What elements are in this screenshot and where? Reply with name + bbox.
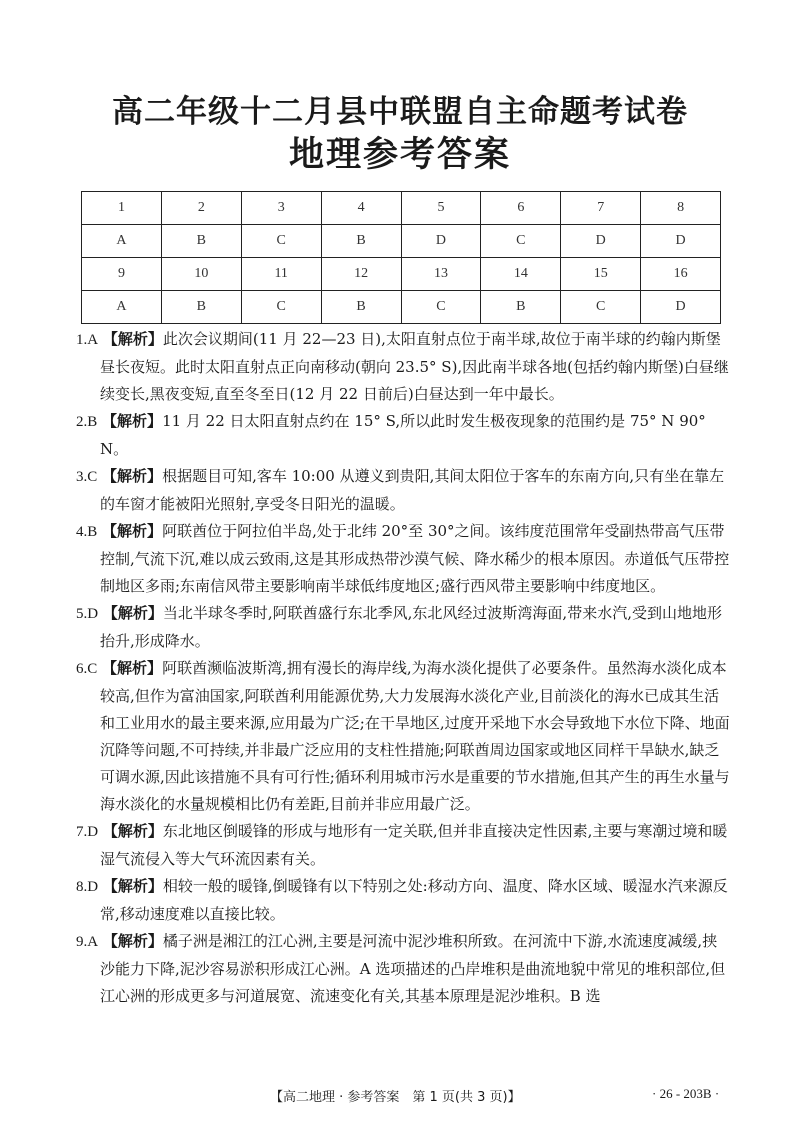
analysis-tag: 【解析】 [102,604,163,622]
table-cell: 4 [321,192,401,225]
analysis-tag: 【解析】 [102,877,163,895]
table-cell: 13 [401,258,481,291]
table-cell: 3 [241,192,321,225]
footer-page-info: 【高二地理 · 参考答案 第 1 页(共 3 页)】 [270,1090,521,1105]
table-cell: A [82,291,162,324]
table-cell: D [561,225,641,258]
table-row-numbers-1 [82,192,721,225]
explanation-item [76,518,730,600]
explanation-item [76,463,730,518]
explanation-text: 11 月 22 日太阳直射点约在 15° S,所以此时发生极夜现象的范围约是 75° N 90° N。 [100,412,706,458]
analysis-tag: 【解析】 [102,932,163,950]
explanation-text: 根据题目可知,客车 10:00 从遵义到贵阳,其间太阳位于客车的东南方向,只有坐在靠左的车窗才能被阳光照射,享受冬日阳光的温暖。 [100,467,725,513]
table-cell: B [161,291,241,324]
analysis-tag: 【解析】 [102,467,163,485]
exam-title: 高二年级十二月县中联盟自主命题考试卷 [112,94,688,130]
explanation-text: 当北半球冬季时,阿联酋盛行东北季风,东北风经过波斯湾海面,带来水汽,受到山地地形抬升,形成降水。 [100,604,722,650]
explanation-text: 此次会议期间(11 月 22—23 日),太阳直射点位于南半球,故位于南半球的约翰内斯堡昼长夜短。此时太阳直射点正向南移动(朝向 23.5° S),因此南半球各地(包括约翰内斯堡)白昼继续变长,黑夜变短,直至冬至日(12 月 22 日前后)白昼达到一年中最长。 [100,330,729,403]
table-cell: C [401,291,481,324]
table-cell: A [82,225,162,258]
table-cell: 16 [641,258,721,291]
table-cell: 6 [481,192,561,225]
explanation-item [76,326,730,408]
question-answer: 2.B [76,414,98,430]
table-cell: C [561,291,641,324]
table-cell: B [481,291,561,324]
table-cell: B [321,225,401,258]
question-answer: 6.C [76,661,98,677]
table-cell: D [401,225,481,258]
question-answer: 9.A [76,934,99,950]
explanation-item [76,655,730,818]
question-answer: 3.C [76,469,98,485]
table-cell: 8 [641,192,721,225]
analysis-tag: 【解析】 [102,412,163,430]
explanation-item [76,928,730,1010]
question-answer: 8.D [76,879,99,895]
question-answer: 7.D [76,824,99,840]
explanation-text: 阿联酋濒临波斯湾,拥有漫长的海岸线,为海水淡化提供了必要条件。虽然海水淡化成本较高,但作为富油国家,阿联酋利用能源优势,大力发展海水淡化产业,目前淡化的海水已成其生活和工业用水的最主要来源,应用最为广泛;在干旱地区,过度开采地下水会导致地下水位下降、地面沉降等问题,不可持续,并非最广泛应用的支柱性措施;阿联酋周边国家或地区同样干旱缺水,缺乏可调水源,因此该措施不具有可行性;循环利用城市污水是重要的节水措施,但其产生的再生水量与海水淡化的水量规模相比仍有差距,目前并非应用最广泛。 [100,659,730,813]
explanations [76,326,730,1010]
table-cell: 2 [161,192,241,225]
analysis-tag: 【解析】 [102,822,163,840]
footer-code: · 26 - 203B · [652,1086,720,1101]
table-cell: 7 [561,192,641,225]
explanation-item [76,873,730,928]
table-cell: C [241,291,321,324]
explanation-text: 阿联酋位于阿拉伯半岛,处于北纬 20°至 30°之间。该纬度范围常年受副热带高气压带控制,气流下沉,难以成云致雨,这是其形成热带沙漠气候、降水稀少的根本原因。赤道低气压带控制地区多雨;东南信风带主要影响南半球低纬度地区;盛行西风带主要影响中纬度地区。 [100,522,730,595]
explanation-text: 相较一般的暖锋,倒暖锋有以下特别之处:移动方向、温度、降水区域、暖湿水汽来源反常,移动速度难以直接比较。 [100,877,728,923]
table-cell: D [641,225,721,258]
table-cell: 10 [161,258,241,291]
table-cell: C [241,225,321,258]
analysis-tag: 【解析】 [102,522,163,540]
table-cell: B [161,225,241,258]
analysis-tag: 【解析】 [102,330,163,348]
answer-title: 地理参考答案 [288,135,511,175]
table-row-answers-1 [82,225,721,258]
table-cell: B [321,291,401,324]
table-cell: 11 [241,258,321,291]
explanation-text: 橘子洲是湘江的江心洲,主要是河流中泥沙堆积所致。在河流中下游,水流速度减缓,挟沙能力下降,泥沙容易淤积形成江心洲。A 选项描述的凸岸堆积是曲流地貌中常见的堆积部位,但江心洲的形成更多与河道展宽、流速变化有关,其基本原理是泥沙堆积。B 选 [100,932,726,1005]
explanation-text: 东北地区倒暖锋的形成与地形有一定关联,但并非直接决定性因素,主要与寒潮过境和暖湿气流侵入等大气环流因素有关。 [100,822,728,868]
table-cell: D [641,291,721,324]
question-answer: 4.B [76,524,98,540]
table-cell: 1 [82,192,162,225]
explanation-item [76,600,730,655]
question-answer: 5.D [76,606,99,622]
question-answer: 1.A [76,332,99,348]
table-cell: C [481,225,561,258]
answer-table [81,191,721,324]
table-row-answers-2 [82,291,721,324]
explanation-item [76,818,730,873]
explanation-item [76,408,730,463]
analysis-tag: 【解析】 [102,659,163,677]
table-cell: 12 [321,258,401,291]
table-cell: 5 [401,192,481,225]
table-cell: 15 [561,258,641,291]
table-cell: 14 [481,258,561,291]
table-cell: 9 [82,258,162,291]
table-row-numbers-2 [82,258,721,291]
